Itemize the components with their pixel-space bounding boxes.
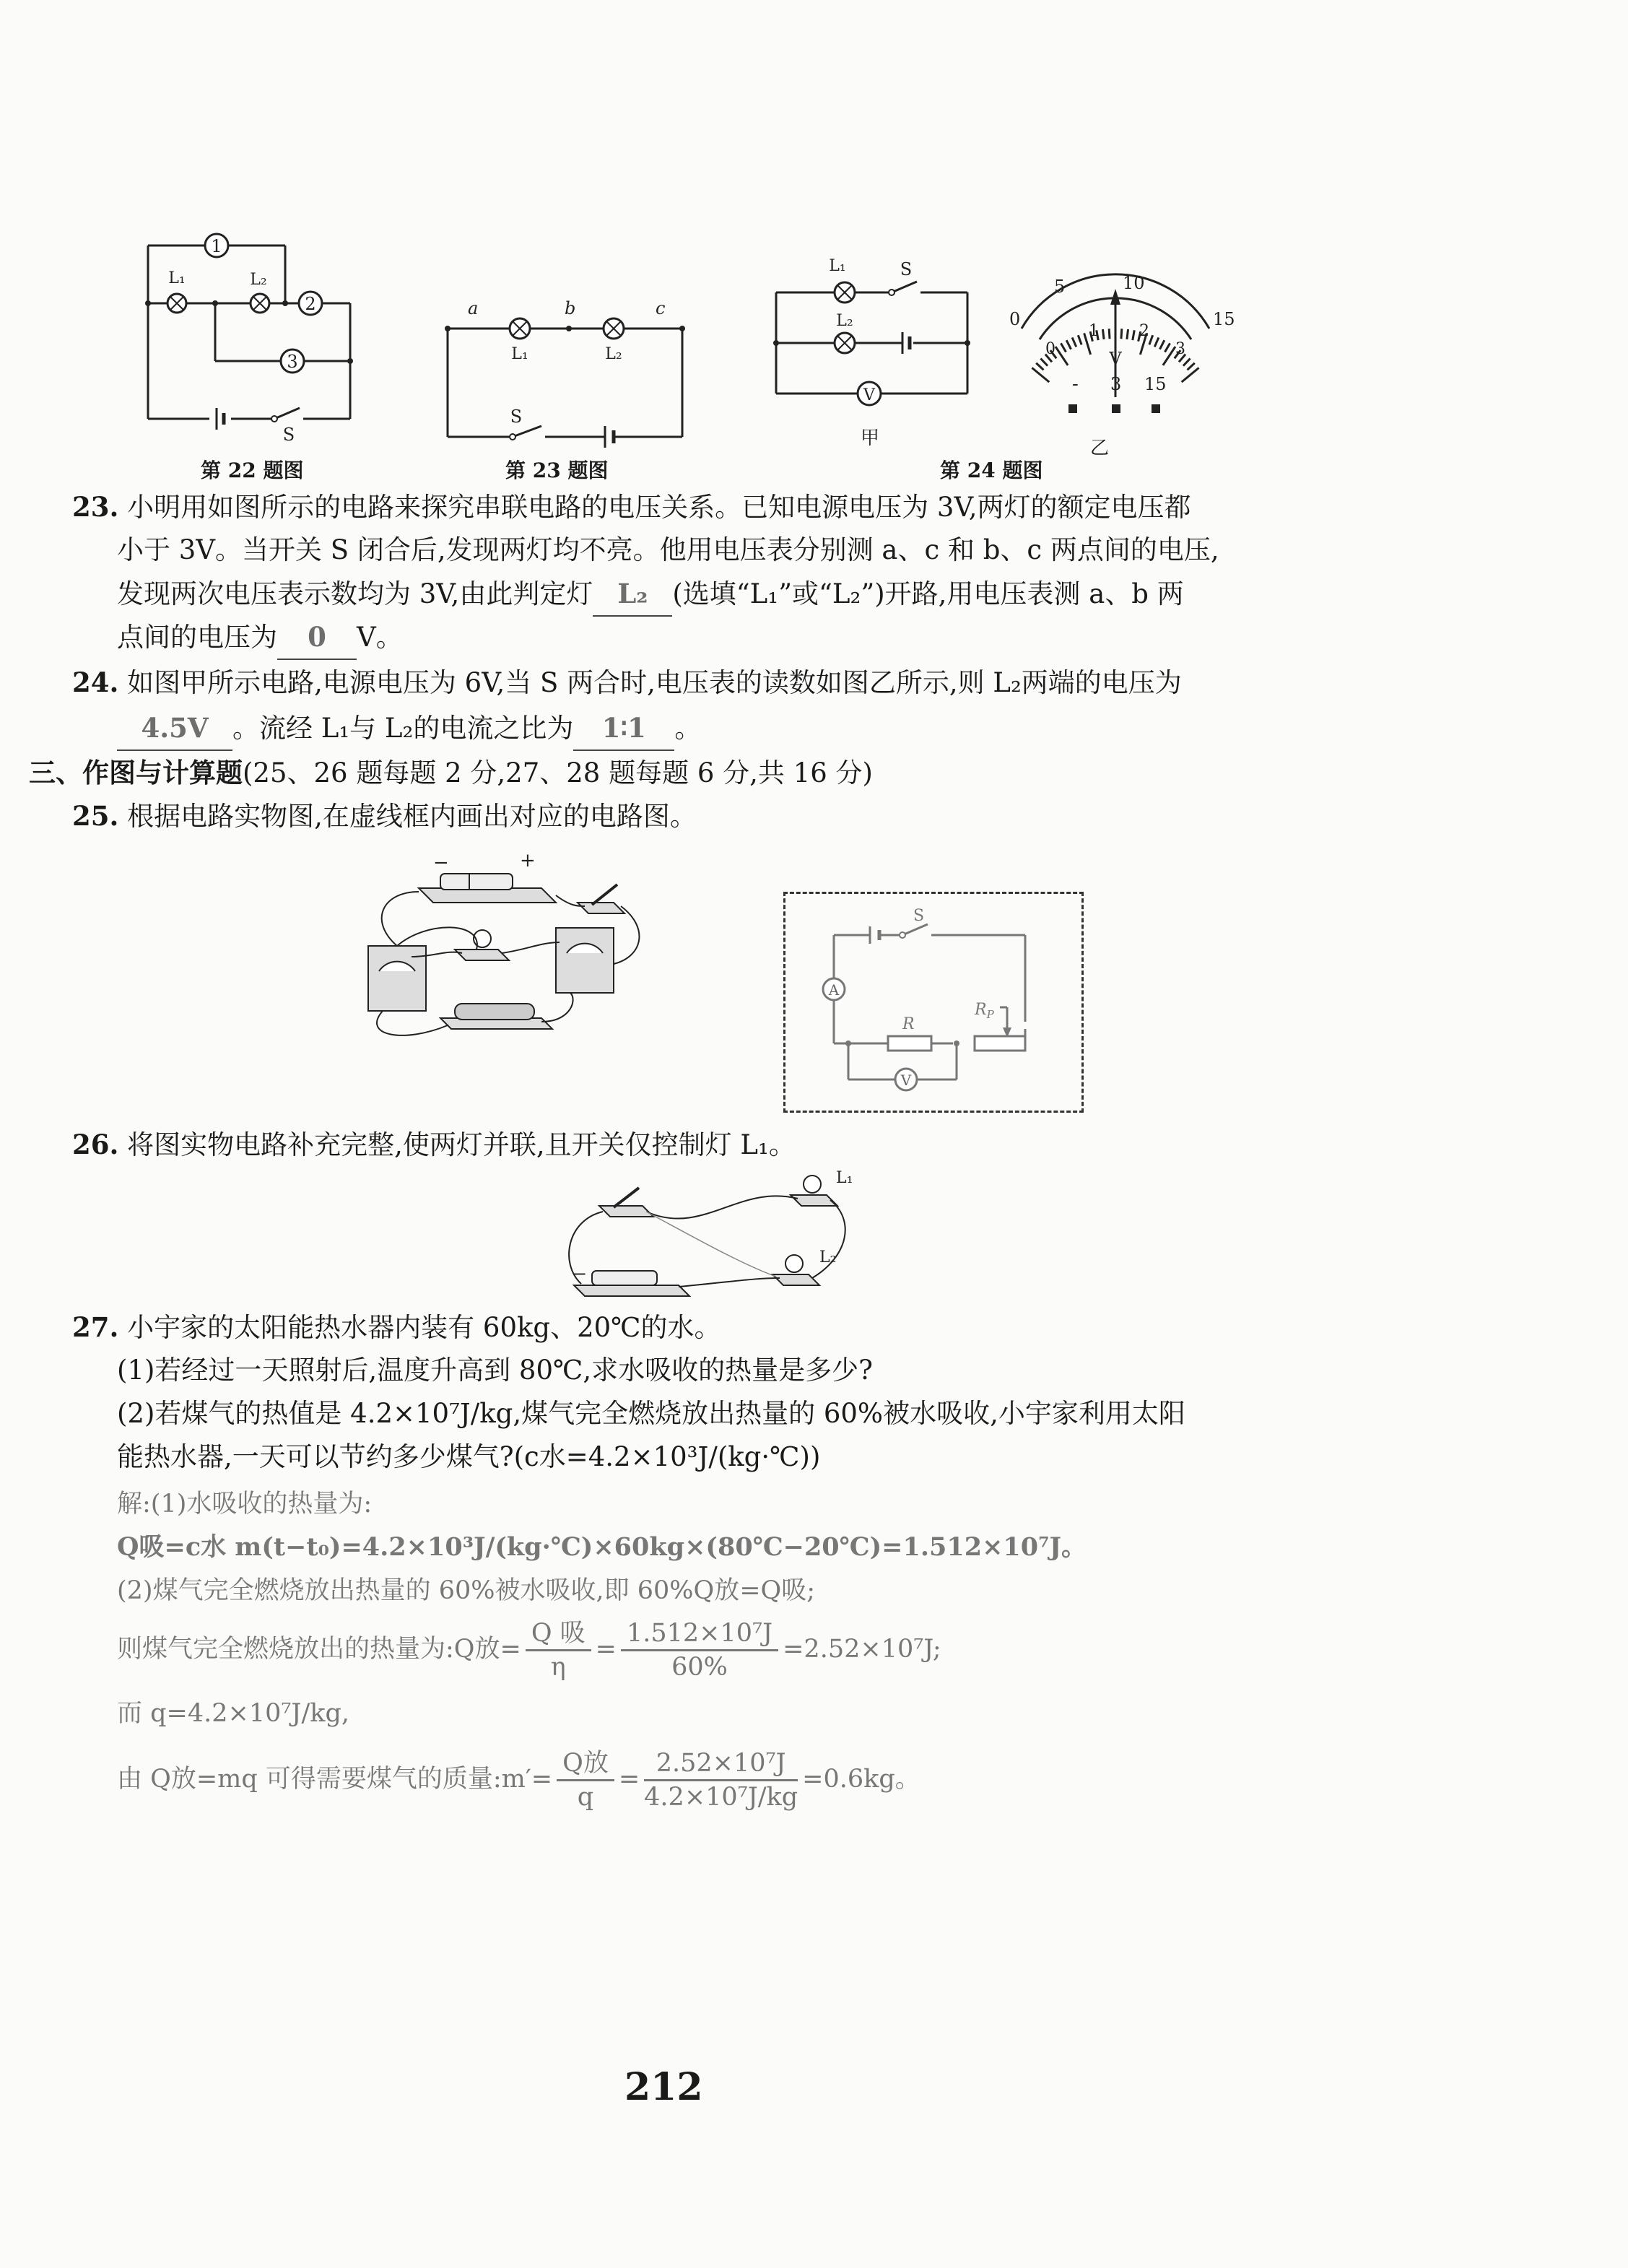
switch-label: S [282,425,295,445]
q25-physical-circuit [339,848,657,1065]
q24-line-1: 24. 如图甲所示电路,电源电压为 6V,当 S 两合时,电压表的读数如图乙所示,则 L₂两端的电压为 [72,666,1182,698]
svg-text:A: A [828,981,840,999]
meter-2-icon [299,292,322,315]
dial-tick [1032,368,1049,382]
q23-answer-2: 0 [277,615,357,660]
q27-solution-1: 解:(1)水吸收的热量为: [117,1490,373,1518]
figure-22-circuit [137,231,354,448]
q23-line-3: 发现两次电压表示数均为 3V,由此判定灯 L₂ (选填“L₁”或“L₂”)开路,用电压表测 a、b 两 [117,572,1184,617]
figure-23-caption: 第 23 题图 [505,459,609,482]
battery-plus: + [520,850,536,872]
q24-line-2: 4.5V 。流经 L₁与 L₂的电流之比为 1∶1 。 [117,706,701,751]
lamp-2-label: L₂ [250,271,267,289]
dial-tick [1154,337,1159,347]
dial-tick [1102,329,1104,339]
switch-label: S [913,907,925,925]
scale-bottom-1: 1 [1089,322,1099,340]
q27-number: 27. [72,1311,119,1343]
meter-1-icon [205,234,228,257]
resistor-icon [888,1036,931,1051]
lamp-2-label: L₂ [836,312,853,330]
q23-number: 23. [72,491,119,523]
q25-number: 25. [72,800,119,832]
scale-bottom-3: 3 [1175,340,1185,358]
q23-line-4: 点间的电压为 0 V。 [117,615,403,660]
q27-solution-2: Q吸=c水 m(t−t₀)=4.2×10³J/(kg·℃)×60kg×(80℃−20℃)=1.512×10⁷J。 [117,1532,1087,1562]
dial-tick [1183,359,1190,366]
lamp-1-label: L₁ [168,269,186,287]
q27-solution-6: 由 Q放=mq 可得需要煤气的质量:m′= $\frac{\text{Q放}}{q}$ = $\frac{\text{2.52×10⁷J}}{\text{4.2×10⁷J/kg}}$ =0.6kg。 [117,1749,920,1812]
figure-24-caption: 第 24 题图 [940,459,1043,482]
scale-bottom-2: 2 [1139,322,1149,340]
dial-tick [1072,337,1076,347]
rheostat-label: $R_P$ [975,1001,994,1021]
q23-line-2: 小于 3V。当开关 S 闭合后,发现两灯均不亮。他用电压表分别测 a、c 和 b、c 两点间的电压, [117,534,1219,565]
svg-text:1: 1 [211,236,222,256]
meter-3-icon [281,349,304,373]
battery-symbol [217,408,224,430]
figure-24b-label: 乙 [1090,438,1110,459]
dial-tick [1078,335,1081,344]
q27-solution-3: (2)煤气完全燃烧放出热量的 60%被水吸收,即 60%Q放=Q吸; [117,1576,816,1605]
svg-text:3: 3 [287,352,298,372]
point-c-label: c [656,298,666,318]
dial-tick [1149,335,1153,344]
q23-answer-1: L₂ [593,572,672,617]
page-number: 212 [624,2065,703,2109]
figure-23-circuit [440,292,693,459]
svg-text:V: V [900,1072,912,1089]
figure-24b-voltmeter-dial [996,260,1242,433]
dial-tick [1188,363,1195,370]
q26-line: 26. 将图实物电路补充完整,使两灯并联,且开关仅控制灯 L₁。 [72,1129,796,1160]
figure-24a-label: 甲 [860,427,880,449]
dial-tick [1121,329,1122,339]
dial-tick [1127,329,1128,339]
switch-label: S [510,407,523,427]
lamp-2-icon [251,294,269,313]
dial-tick [1159,340,1164,349]
scale-top-5: 5 [1054,277,1066,297]
unit-label: V [1109,349,1122,369]
scale-top-10: 10 [1123,273,1145,293]
dial-tick [1036,363,1043,370]
lamp-2-label: L₂ [605,345,622,363]
lamp-1-label: L₁ [829,257,846,275]
q24-answer-2: 1∶1 [573,706,674,751]
ammeter-icon [823,978,845,1000]
dial-tick [1066,340,1071,349]
q24-answer-1: 4.5V [117,706,232,751]
q25-circuit-diagram [801,906,1061,1094]
q24-number: 24. [72,666,119,698]
scale-bottom-0: 0 [1045,340,1055,358]
lamp-1-label: L₁ [836,1169,853,1187]
rheostat-icon [975,1036,1025,1051]
terminal-3: 3 [1110,374,1122,394]
dial-tick [1109,329,1110,339]
q27-solution-5: 而 q=4.2×10⁷J/kg, [117,1699,349,1728]
battery-minus: − [433,852,449,874]
q27-line-1: 27. 小宇家的太阳能热水器内装有 60kg、20℃的水。 [72,1311,721,1343]
lamp-2-icon [604,318,624,339]
battery-minus: − [573,1264,588,1284]
dial-tick [1182,368,1199,382]
terminal-minus: - [1072,373,1079,395]
figure-22-caption: 第 22 题图 [201,459,304,482]
voltmeter-icon [858,382,881,405]
lamp-1-label: L₁ [511,345,528,363]
dial-tick [1163,347,1175,365]
point-b-label: b [565,298,576,318]
lamp-1-icon [510,318,530,339]
switch-label: S [900,259,913,279]
scale-top-15: 15 [1213,309,1235,329]
resistor-label: R [902,1015,915,1033]
q27-solution-4: 则煤气完全燃烧放出的热量为:Q放= $\frac{\text{Q 吸}}{\eta}$ = $\frac{\text{1.512×10⁷J}}{60\%}$ =2.52×10⁷J; [117,1619,941,1682]
q23-line-1: 23. 小明用如图所示的电路来探究串联电路的电压关系。已知电源电压为 3V,两灯的额定电压都 [72,491,1191,523]
lamp-2-label: L₂ [819,1248,837,1266]
scale-top-0: 0 [1009,309,1021,329]
dial-tick [1040,359,1048,366]
voltmeter-icon [895,1069,917,1090]
q26-number: 26. [72,1129,119,1160]
lamp-1-icon [167,294,186,313]
svg-text:2: 2 [305,294,316,314]
dial-tick [1055,347,1068,365]
q26-physical-circuit [560,1155,863,1300]
svg-text:V: V [863,386,875,404]
figure-24a-circuit [765,249,982,459]
dial-tick [1061,343,1066,352]
terminal-15: 15 [1144,374,1167,394]
q25-line: 25. 根据电路实物图,在虚线框内画出对应的电路图。 [72,800,697,832]
lamp-2-icon [835,333,855,353]
section-3-heading: 三、作图与计算题(25、26 题每题 2 分,27、28 题每题 6 分,共 16 分) [29,757,873,788]
dial-tick [1133,330,1134,340]
q27-line-2: (1)若经过一天照射后,温度升高到 80℃,求水吸收的热量是多少? [117,1355,874,1386]
q27-line-4: 能热水器,一天可以节约多少煤气?(c水=4.2×10³J/(kg·℃)) [117,1441,821,1472]
dial-tick [1165,343,1170,352]
point-a-label: a [468,298,479,318]
lamp-1-icon [835,282,855,303]
q27-line-3: (2)若煤气的热值是 4.2×10⁷J/kg,煤气完全燃烧放出热量的 60%被水吸收,小宇家利用太阳 [117,1398,1185,1429]
